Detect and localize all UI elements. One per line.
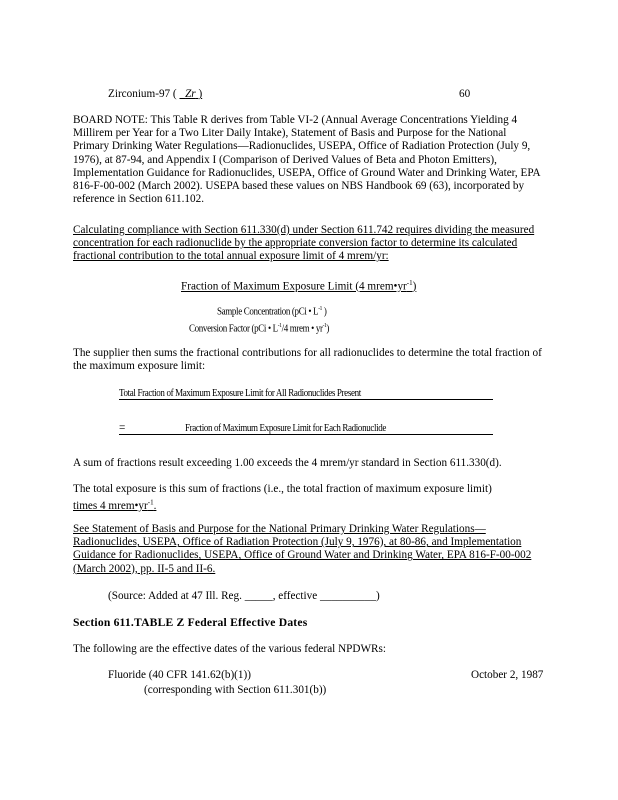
- see-statement-paragraph: See Statement of Basis and Purpose for the National Primary Drinking Water Regulations— Radionuclides, USEPA, Office of Radiation Protection (July 9, 1976), at 80-86, and Implementation Guidance for Radionuclides, USEPA, Office of Ground Water and Drinking Water, EPA 816-F-00-002 (March 2002), pp. II-5 and II-6.: [73, 523, 532, 575]
- entry-name: Fluoride (40 CFR 141.62(b)(1)): [108, 669, 251, 681]
- formula-title: Fraction of Maximum Exposure Limit (4 $mrem•yr^{-1}$): [181, 279, 417, 293]
- source-line: (Source: Added at 47 Ill. Reg. _____, effective __________): [108, 590, 380, 602]
- fraction-rule-top: [119, 399, 493, 400]
- nuclide-symbol: Zr: [185, 88, 196, 100]
- fraction-rule-bottom: [119, 434, 493, 435]
- section-heading: Section 611.TABLE Z Federal Effective Dates: [73, 616, 308, 629]
- total-fraction-line: Total Fraction of Maximum Exposure Limit for All Radionuclides Present: [119, 388, 361, 399]
- equals-sign: =: [119, 422, 126, 434]
- sum-paragraph: The supplier then sums the fractional contributions for all radionuclides to determine the total fraction of the maximum exposure limit:: [73, 347, 542, 373]
- entry-date: October 2, 1987: [471, 669, 544, 681]
- formula-denominator: Conversion Factor (pCi • $L^{-1}/4$ mrem • $yr^{-1}$): [189, 323, 330, 335]
- exceed-paragraph: A sum of fractions result exceeding 1.00 exceeds the 4 mrem/yr standard in Section 611.330(d).: [73, 457, 502, 469]
- calculation-paragraph: Calculating compliance with Section 611.330(d) under Section 611.742 requires dividing the measured concentration for each radionuclide by the appropriate conversion factor to determine its calculated fractional contribution to the total annual exposure limit of 4 mrem/yr:: [73, 224, 535, 263]
- board-note: BOARD NOTE: This Table R derives from Table VI-2 (Annual Average Concentrations Yielding 4 Millirem per Year for a Two Liter Daily Intake), Statement of Basis and Purpose for the National Primary Drinking Water Regulations—Radionuclides, USEPA, Office of Radiation Protection (July 9, 1976), at 87-94, and Appendix I (Comparison of Derived Values of Beta and Photon Emitters), Implementation Guidance for Radionuclides, USEPA, Office of Ground Water and Drinking Water, EPA 816-F-00-002 (March 2002). USEPA based these values on NBS Handbook 69 (63), incorporated by reference in Section 611.102.: [73, 114, 541, 206]
- each-fraction-line: Fraction of Maximum Exposure Limit for Each Radionuclide: [185, 423, 387, 434]
- nuclide-value: 60: [459, 88, 471, 100]
- entry-correspondence: (corresponding with Section 611.301(b)): [144, 684, 327, 696]
- formula-numerator: Sample Concentration (pCi • $L^{-1}$ ): [217, 306, 327, 318]
- nuclide-row: Zirconium-97 ( Zr ): [108, 88, 203, 100]
- total-exposure-paragraph: The total exposure is this sum of fractions (i.e., the total fraction of maximum exposure limit) times 4 $mrem•yr^{-1}$.: [73, 483, 492, 512]
- intro-paragraph: The following are the effective dates of the various federal NPDWRs:: [73, 643, 386, 655]
- nuclide-name: Zirconium-97 (: [108, 88, 177, 100]
